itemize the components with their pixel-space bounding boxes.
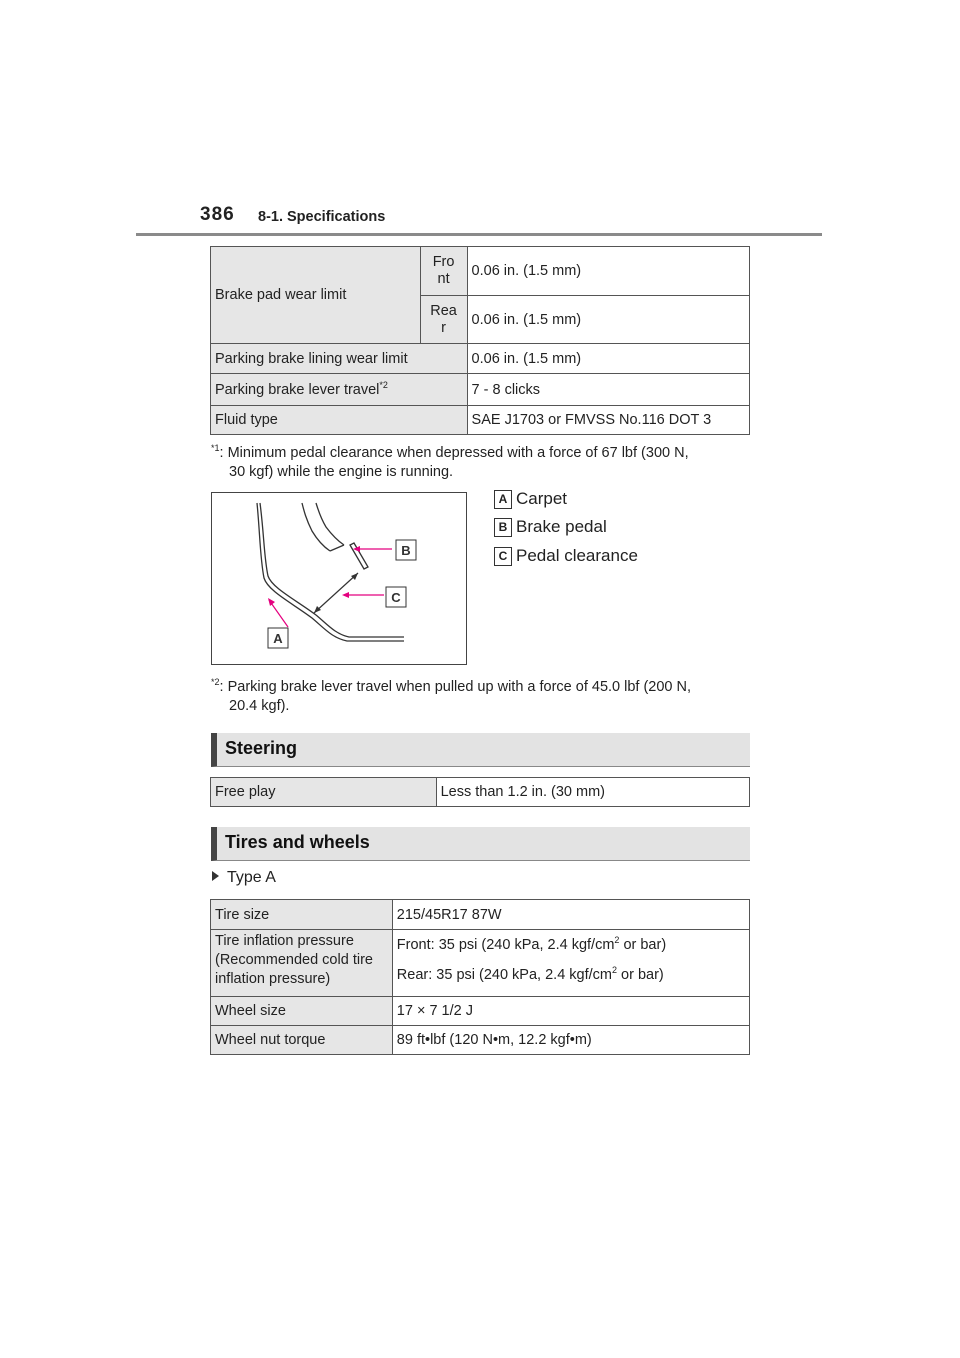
lever-travel-label: Parking brake lever travel$^{*2}$ xyxy=(211,374,468,406)
free-play-label: Free play xyxy=(211,778,437,807)
legend-text: Carpet xyxy=(516,489,568,508)
footnote-2: $^{*2}$: Parking brake lever travel when pulled up with a force of 45.0 lbf (200 N, 20.4 kgf). xyxy=(211,677,692,714)
legend-item xyxy=(494,489,567,509)
header-divider xyxy=(136,233,822,236)
table-row xyxy=(211,1026,750,1055)
legend-key: B xyxy=(494,518,512,537)
tires-heading: Tires and wheels xyxy=(211,827,750,861)
legend-text: Pedal clearance xyxy=(516,546,638,565)
free-play-value: Less than 1.2 in. (30 mm) xyxy=(436,778,749,807)
table-row xyxy=(211,900,750,930)
rear-value: 0.06 in. (1.5 mm) xyxy=(467,296,749,344)
fluid-type-label: Fluid type xyxy=(211,406,468,435)
table-row xyxy=(211,997,750,1026)
brake-pad-label: Brake pad wear limit xyxy=(211,247,421,344)
footnote-1: $^{*1}$: Minimum pedal clearance when depressed with a force of 67 lbf (300 N, 30 kgf) while the engine is running. xyxy=(211,443,689,480)
triangle-bullet-icon xyxy=(212,871,219,881)
table-row xyxy=(211,778,750,807)
lining-wear-label: Parking brake lining wear limit xyxy=(211,344,468,374)
fluid-type-value: SAE J1703 or FMVSS No.116 DOT 3 xyxy=(467,406,749,435)
figure-label-b: B xyxy=(401,543,411,558)
table-row xyxy=(211,930,750,997)
nut-torque-value: 89 ft•lbf (120 N•m, 12.2 kgf•m) xyxy=(392,1026,749,1055)
pedal-illustration xyxy=(212,493,466,664)
wheel-size-label: Wheel size xyxy=(211,997,393,1026)
footnote-mark: *2 xyxy=(211,677,220,687)
legend-item xyxy=(494,546,638,566)
legend-item xyxy=(494,517,607,537)
tire-size-label: Tire size xyxy=(211,900,393,930)
front-pressure: Front: 35 psi (240 kPa, 2.4 kgf/$cm^2$ or bar) xyxy=(396,935,667,953)
lining-wear-value: 0.06 in. (1.5 mm) xyxy=(467,344,749,374)
brake-spec-table xyxy=(210,246,750,435)
figure-label-c: C xyxy=(391,590,401,605)
table-row xyxy=(211,374,750,406)
footnote-mark: *1 xyxy=(211,443,220,453)
table-row xyxy=(211,344,750,374)
legend-key: C xyxy=(494,547,512,566)
front-sublabel: Fro nt xyxy=(420,247,467,296)
nut-torque-label: Wheel nut torque xyxy=(211,1026,393,1055)
footnote-ref: *2 xyxy=(379,379,388,390)
inflation-label: Tire inflation pressure (Recommended cold tire inflation pressure) xyxy=(211,930,393,997)
steering-heading: Steering xyxy=(211,733,750,767)
steering-table xyxy=(210,777,750,807)
legend-text: Brake pedal xyxy=(516,517,607,536)
table-row xyxy=(211,247,750,296)
figure-label-a: A xyxy=(273,631,283,646)
section-title: 8-1. Specifications xyxy=(258,209,386,225)
inflation-value xyxy=(392,930,749,997)
rear-pressure: Rear: 35 psi (240 kPa, 2.4 kgf/$cm^2$ or bar) xyxy=(396,965,664,983)
table-row xyxy=(211,406,750,435)
tires-table xyxy=(210,899,750,1055)
lever-travel-value: 7 - 8 clicks xyxy=(467,374,749,406)
wheel-size-value: 17 × 7 1/2 J xyxy=(392,997,749,1026)
rear-sublabel: Rea r xyxy=(420,296,467,344)
page-number: 386 xyxy=(200,204,235,225)
brake-pedal-diagram xyxy=(211,492,467,665)
type-a-bullet: Type A xyxy=(212,869,276,887)
tire-size-value: 215/45R17 87W xyxy=(392,900,749,930)
front-value: 0.06 in. (1.5 mm) xyxy=(467,247,749,296)
legend-key: A xyxy=(494,490,512,509)
